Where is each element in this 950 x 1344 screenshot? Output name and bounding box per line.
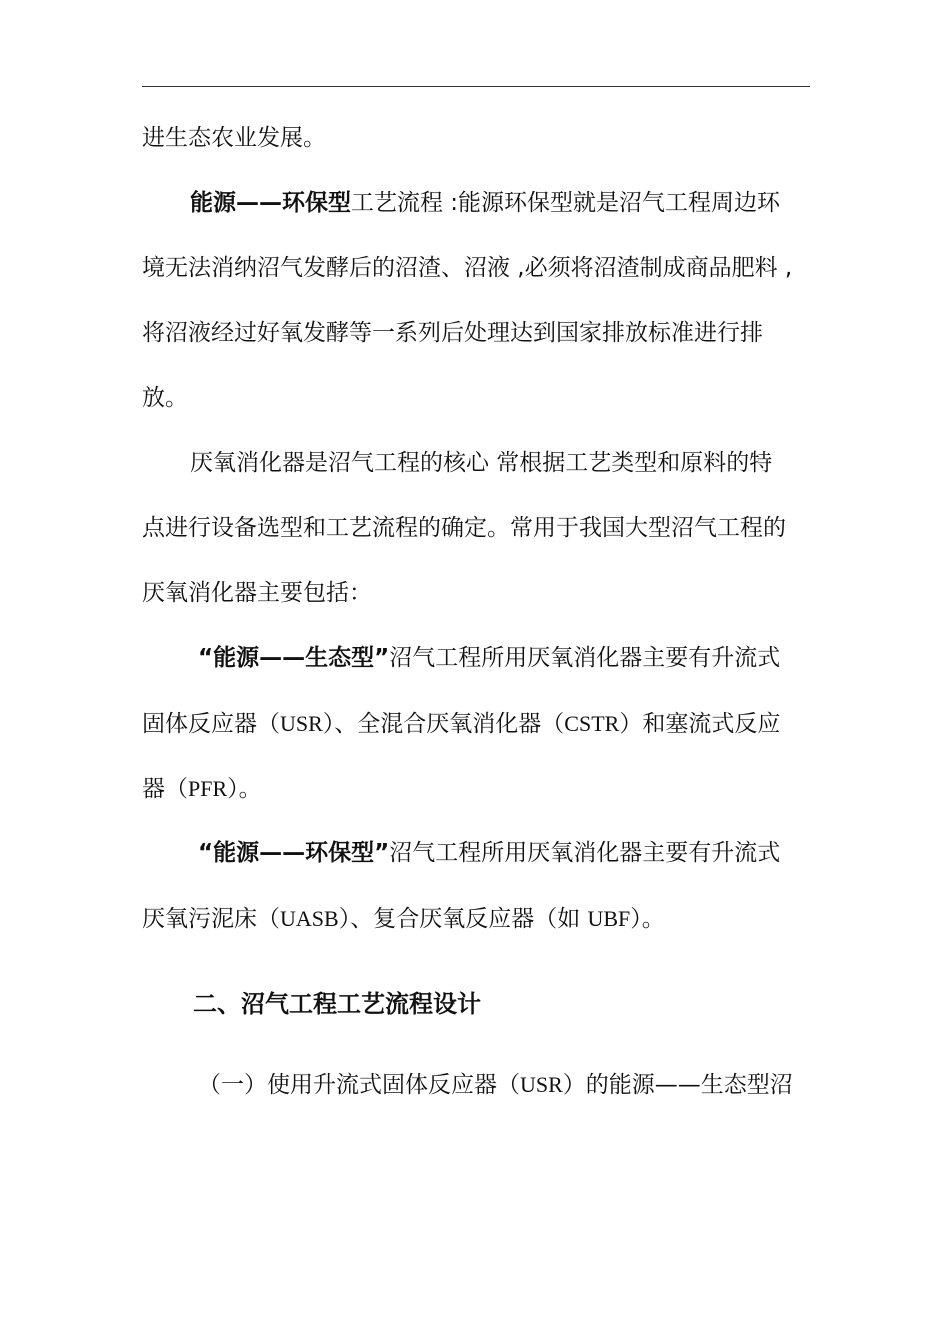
paragraph-0-line-1: 进生态农业发展。 [142,125,326,151]
term-energy-environmental: 能源——环保型 [190,190,351,216]
subsection-title [198,1052,793,1118]
paragraph-4-line-2-part-a: 厌氧污泥床（ [142,906,280,932]
paragraph-2-line-2: 点进行设备选型和工艺流程的确定。常用于我国大型沼气工程的 [142,515,786,541]
abbr-cstr: CSTR [564,711,620,736]
paragraph-3-line-3-part-a: 器（ [142,776,188,802]
paragraph-4-line-2-part-c: ）、复合厌氧反应器（如 [338,906,588,932]
abbr-usr-subsection: USR [520,1072,563,1097]
paragraph-1-line-3: 将沼液经过好氧发酵等一系列后处理达到国家排放标准进行排 [142,320,763,346]
paragraph-3-line-2-part-a: 固体反应器（ [142,711,280,737]
abbr-pfr: PFR [188,776,228,801]
paragraph-1-line-4: 放。 [142,385,188,411]
paragraph-4-line-2-part-e: ）。 [630,906,665,932]
header-rule [142,86,810,87]
paragraph-1-line-1 [142,171,822,236]
term-energy-environmental-quoted: “能源——环保型” [198,840,390,866]
paragraph-3-line-1 [142,626,822,691]
paragraph-3-line-1-text: 沼气工程所用厌氧消化器主要有升流式 [389,645,781,671]
paragraph-3-line-2 [142,691,822,756]
body-text [142,106,822,951]
abbr-usr: USR [280,711,323,736]
paragraph-4-line-2 [142,886,822,951]
section-heading: 二、沼气工程工艺流程设计 [193,990,481,1018]
paragraph-1-line-2: 境无法消纳沼气发酵后的沼渣、沼液 ,必须将沼渣制成商品肥料 , [142,255,793,281]
paragraph-3-line-3 [142,756,822,821]
paragraph-2-line-1: 厌氧消化器是沼气工程的核心 常根据工艺类型和原料的特 [190,450,773,476]
paragraph-3-line-2-part-e: ）和塞流式反应 [619,711,781,737]
paragraph-1-line-1-text: 工艺流程 :能源环保型就是沼气工程周边环 [351,190,781,216]
paragraph-3-line-3-part-c: ）。 [227,776,262,802]
paragraph-4-line-1-text: 沼气工程所用厌氧消化器主要有升流式 [389,840,781,866]
paragraph-3-line-2-part-c: ）、全混合厌氧消化器（ [322,711,565,737]
abbr-ubf: UBF [587,906,631,931]
abbr-uasb: UASB [280,906,339,931]
subsection-title-part-a: （一）使用升流式固体反应器（ [198,1072,520,1098]
paragraph-4-line-1 [142,821,822,886]
subsection-title-part-c: ）的能源——生态型沼 [562,1072,793,1098]
term-energy-ecological: “能源——生态型” [198,645,390,671]
paragraph-2-line-3: 厌氧消化器主要包括： [142,580,372,606]
